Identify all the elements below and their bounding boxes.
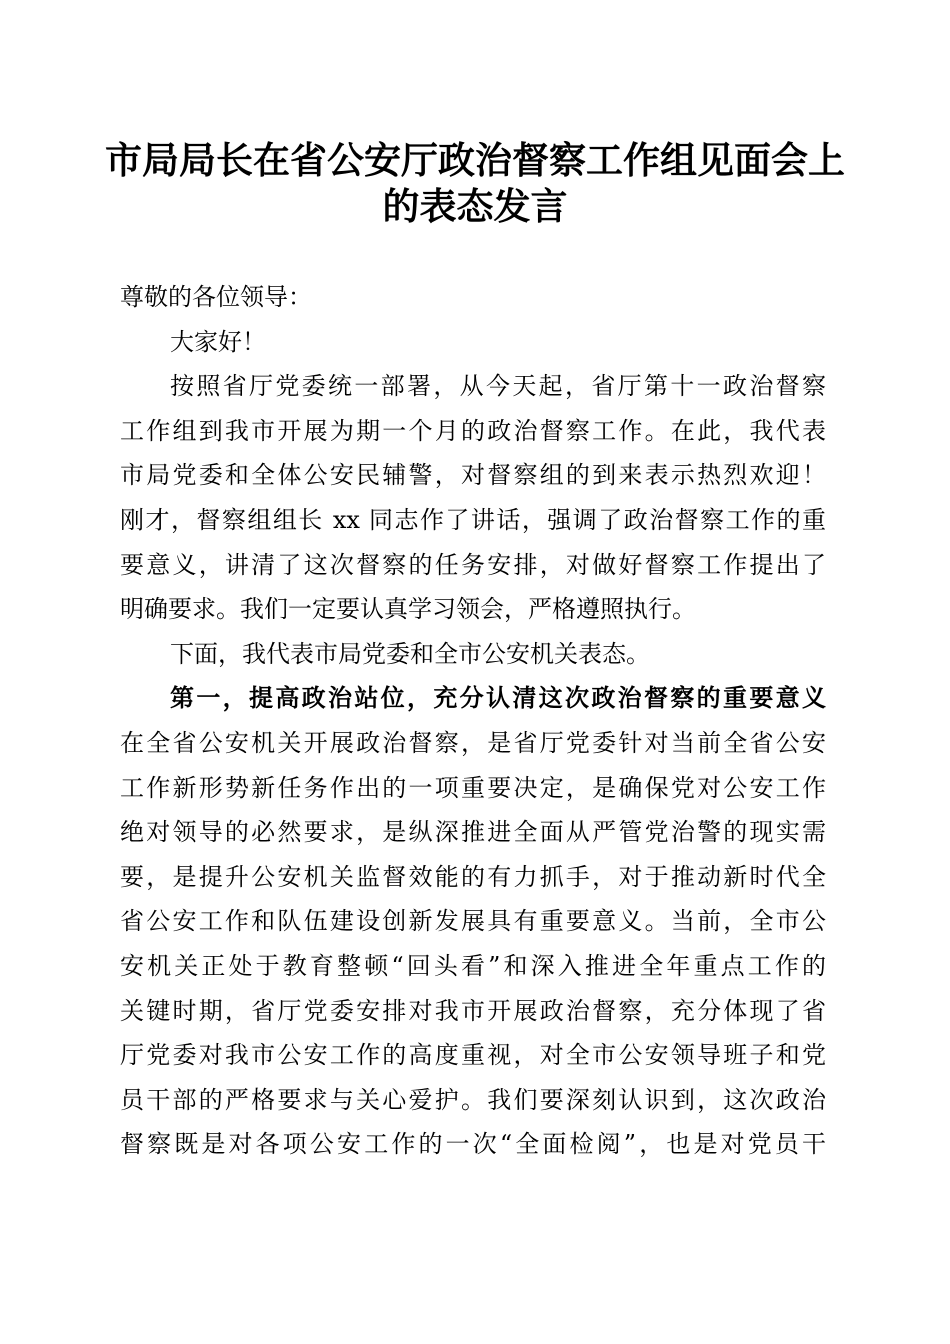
paragraph-line: 大家好！ — [170, 327, 266, 356]
paragraph-line: 在全省公安机关开展政治督察，是省厅党委针对当前全省公安 — [120, 729, 826, 757]
paragraph-line: 要，是提升公安机关监督效能的有力抓手，对于推动新时代全 — [120, 862, 826, 891]
paragraph-line: 下面，我代表市局党委和全市公安机关表态。 — [170, 639, 650, 668]
document-title-line-2: 的表态发言 — [382, 184, 568, 228]
paragraph-line: 关键时期，省厅党委安排对我市开展政治督察，充分体现了省 — [120, 996, 826, 1025]
paragraph-line: 绝对领导的必然要求，是纵深推进全面从严管党治警的现实需 — [120, 818, 826, 847]
paragraph-line: 员干部的严格要求与关心爱护。我们要深刻认识到，这次政治 — [120, 1085, 826, 1114]
section-heading: 第一，提高政治站位，充分认清这次政治督察的重要意义 — [170, 683, 826, 713]
document-title-line-1: 市局局长在省公安厅政治督察工作组见面会上 — [105, 138, 845, 182]
paragraph-line: 按照省厅党委统一部署，从今天起，省厅第十一政治督察 — [170, 372, 826, 401]
paragraph-line: 明确要求。我们一定要认真学习领会，严格遵照执行。 — [120, 595, 696, 624]
paragraph-line: 工作组到我市开展为期一个月的政治督察工作。在此，我代表 — [120, 416, 826, 445]
paragraph-line: 要意义，讲清了这次督察的任务安排，对做好督察工作提出了 — [120, 550, 826, 579]
paragraph-line: 尊敬的各位领导： — [120, 283, 312, 311]
paragraph-line: 督察既是对各项公安工作的一次“全面检阅”，也是对党员干 — [120, 1130, 826, 1159]
paragraph-line: 市局党委和全体公安民辅警，对督察组的到来表示热烈欢迎！ — [120, 461, 826, 490]
paragraph-line: 安机关正处于教育整顿“回头看”和深入推进全年重点工作的 — [120, 952, 826, 980]
paragraph-line: 工作新形势新任务作出的一项重要决定，是确保党对公安工作 — [120, 773, 826, 802]
paragraph-line: 省公安工作和队伍建设创新发展具有重要意义。当前，全市公 — [120, 907, 826, 936]
paragraph-line: 刚才，督察组组长 xx 同志作了讲话，强调了政治督察工作的重 — [120, 506, 826, 534]
paragraph-line: 厅党委对我市公安工作的高度重视，对全市公安领导班子和党 — [120, 1041, 826, 1070]
